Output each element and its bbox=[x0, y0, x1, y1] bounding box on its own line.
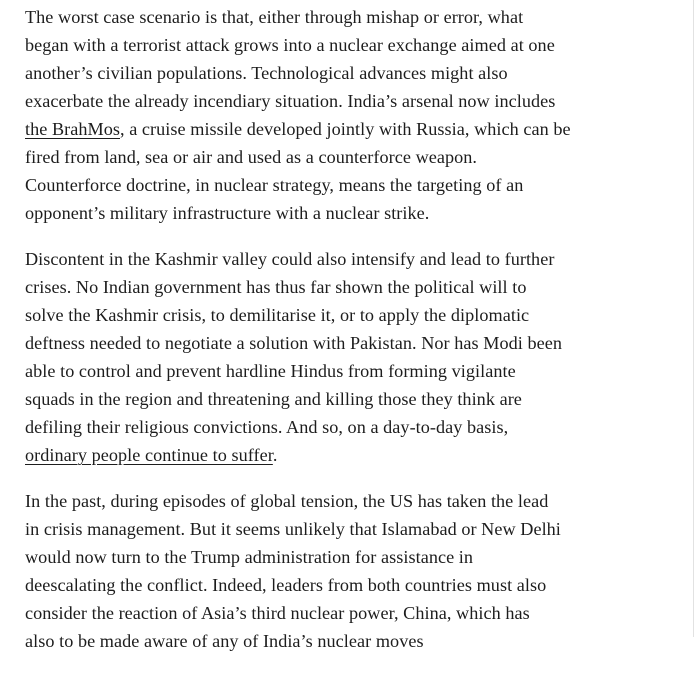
article-paragraph bbox=[25, 3, 635, 227]
text-segment: solve the Kashmir crisis, to demilitarise it, or to apply the diplomatic bbox=[25, 305, 530, 325]
text-line bbox=[25, 599, 635, 627]
text-line bbox=[25, 543, 635, 571]
text-line bbox=[25, 441, 635, 469]
text-segment: another’s civilian populations. Technological advances might also bbox=[25, 63, 508, 83]
text-line bbox=[25, 515, 635, 543]
text-segment: in crisis management. But it seems unlikely that Islamabad or New Delhi bbox=[25, 519, 561, 539]
article-paragraph bbox=[25, 245, 635, 469]
text-line bbox=[25, 487, 635, 515]
article-body bbox=[25, 3, 635, 673]
text-segment: In the past, during episodes of global tension, the US has taken the lead bbox=[25, 491, 549, 511]
text-segment: opponent’s military infrastructure with a nuclear strike. bbox=[25, 203, 430, 223]
text-segment: squads in the region and threatening and killing those they think are bbox=[25, 389, 522, 409]
text-segment: consider the reaction of Asia’s third nuclear power, China, which has bbox=[25, 603, 530, 623]
text-segment: Discontent in the Kashmir valley could also intensify and lead to further bbox=[25, 249, 555, 269]
text-line bbox=[25, 143, 635, 171]
text-segment: also to be made aware of any of India’s nuclear moves bbox=[25, 631, 424, 651]
text-line bbox=[25, 87, 635, 115]
inline-link[interactable]: ordinary people continue to suffer bbox=[25, 445, 273, 465]
text-line bbox=[25, 59, 635, 87]
text-line bbox=[25, 627, 635, 655]
text-segment: began with a terrorist attack grows into a nuclear exchange aimed at one bbox=[25, 35, 555, 55]
text-segment: fired from land, sea or air and used as a counterforce weapon. bbox=[25, 147, 478, 167]
text-line bbox=[25, 273, 635, 301]
text-line bbox=[25, 3, 635, 31]
text-line bbox=[25, 31, 635, 59]
article-paragraph bbox=[25, 487, 635, 655]
text-segment: . bbox=[272, 445, 278, 465]
text-line bbox=[25, 571, 635, 599]
text-line bbox=[25, 171, 635, 199]
text-segment: would now turn to the Trump administration for assistance in bbox=[25, 547, 474, 567]
text-line bbox=[25, 301, 635, 329]
text-segment: The worst case scenario is that, either through mishap or error, what bbox=[25, 7, 524, 27]
text-segment: crises. No Indian government has thus far shown the political will to bbox=[25, 277, 527, 297]
text-line bbox=[25, 385, 635, 413]
text-line bbox=[25, 115, 635, 143]
text-segment: defiling their religious convictions. And so, on a day-to-day basis, bbox=[25, 417, 509, 437]
text-segment: able to control and prevent hardline Hindus from forming vigilante bbox=[25, 361, 516, 381]
text-segment: deescalating the conflict. Indeed, leaders from both countries must also bbox=[25, 575, 547, 595]
text-line bbox=[25, 199, 635, 227]
text-line bbox=[25, 245, 635, 273]
text-segment: deftness needed to negotiate a solution with Pakistan. Nor has Modi been bbox=[25, 333, 562, 353]
text-line bbox=[25, 357, 635, 385]
text-segment: , a cruise missile developed jointly with Russia, which can be bbox=[120, 119, 571, 139]
inline-link[interactable]: the BrahMos bbox=[25, 119, 121, 139]
text-line bbox=[25, 329, 635, 357]
text-segment: exacerbate the already incendiary situation. India’s arsenal now includes bbox=[25, 91, 556, 111]
text-segment: Counterforce doctrine, in nuclear strategy, means the targeting of an bbox=[25, 175, 524, 195]
text-line bbox=[25, 413, 635, 441]
